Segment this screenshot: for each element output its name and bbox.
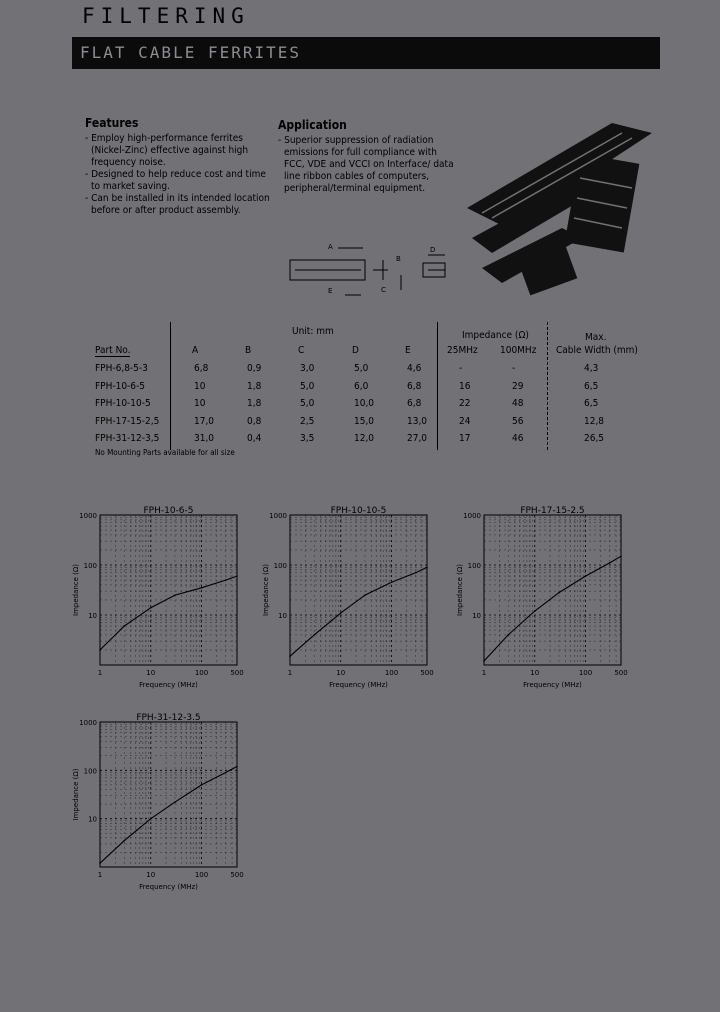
y-tick-label: 1000 [79,512,97,520]
data-point [236,575,238,577]
application-heading: Application [278,118,347,132]
plot-frame [100,722,237,867]
unit-label: Unit: mm [292,326,334,337]
y-tick-label: 1000 [269,512,287,520]
table-cell: 46 [512,433,524,444]
data-point [174,594,176,596]
y-axis-label: Impedance (Ω) [456,564,464,616]
data-point [620,555,622,557]
data-point [313,634,315,636]
y-tick-label: 100 [467,562,481,570]
chart-title: FPH-31-12-3.5 [136,713,201,723]
y-tick-label: 1000 [79,719,97,727]
x-tick-label: 500 [420,669,434,677]
table-cell: 17,0 [194,415,215,427]
table-cell: 1,8 [247,398,262,409]
table-cell: 24 [459,415,471,427]
y-tick-label: 100 [273,562,287,570]
table-cell: 6,8 [407,380,422,392]
data-point [558,592,560,594]
x-tick-label: 10 [146,669,156,677]
chart-title: FPH-10-10-5 [330,506,387,516]
data-point [609,562,611,564]
x-tick-label: 100 [384,669,399,677]
x-tick-label: 10 [336,669,346,677]
x-axis-label: Frequency (MHz) [523,681,582,689]
impedance-header: Impedance (Ω) [462,330,529,341]
data-point [236,766,238,768]
table-cell: 13,0 [407,415,428,427]
y-tick-label: 10 [278,612,287,620]
column-header: E [405,345,411,356]
column-header: D [352,345,359,356]
table-cell: 5,0 [300,398,315,409]
x-tick-label: 10 [530,669,540,677]
table-cell: 6,5 [584,398,599,409]
feature-item: - Designed to help reduce cost and time to market saving. [85,169,266,192]
section-title: FLAT CABLE FERRITES [80,43,302,62]
table-cell: 1,8 [247,380,262,392]
data-point [534,610,536,612]
data-point [225,579,227,581]
x-tick-label: 1 [97,669,103,677]
impedance-chart [70,710,257,895]
column-header: Cable Width (mm) [556,345,638,356]
impedance-chart [70,503,257,693]
x-axis-label: Frequency (MHz) [329,681,388,689]
table-note: No Mounting Parts available for all size [95,448,235,457]
table-cell: - [512,363,516,374]
x-tick-label: 500 [230,871,244,879]
data-point [340,612,342,614]
data-point [585,575,587,577]
column-header: 100MHz [500,345,537,356]
table-cell: 16 [459,380,471,392]
data-point [289,655,291,657]
table-cell: 4,6 [407,363,422,374]
x-tick-label: 100 [194,871,209,879]
table-cell: FPH-6,8-5-3 [95,363,148,374]
table-cell: 31,0 [194,433,215,444]
column-header: Part No. [95,345,131,356]
dim-label-e: E [328,287,333,295]
table-cell: 10 [194,380,206,392]
data-point [426,566,428,568]
data-point [150,818,152,820]
table-cell: 5,0 [354,363,369,374]
data-point [225,772,227,774]
max-header: Max. [585,332,607,343]
table-cell: 6,8 [194,363,209,374]
table-cell: 0,4 [247,433,262,444]
data-point [415,572,417,574]
plot-frame [484,515,621,665]
table-cell: 29 [512,380,524,392]
dim-label-b: B [396,255,401,263]
data-point [507,634,509,636]
table-cell: 10 [194,398,206,409]
data-point [123,840,125,842]
x-tick-label: 1 [97,871,103,879]
y-tick-label: 100 [83,767,97,776]
x-tick-label: 1 [481,669,487,677]
table-cell: 2,5 [300,415,315,427]
y-tick-label: 100 [83,562,97,570]
table-cell: 3,0 [300,363,315,374]
table-cell: 12,8 [584,415,605,427]
column-header: C [298,345,305,356]
table-cell: 48 [512,398,524,409]
feature-item: - Can be installed in its intended location before or after product assembly. [85,193,270,216]
table-cell: 6,0 [354,380,369,392]
table-cell: 12,0 [354,433,375,444]
column-header: B [245,345,252,356]
table-cell: FPH-17-15-2,5 [95,415,160,427]
table-cell: 10,0 [354,398,375,409]
data-point [483,660,485,662]
impedance-chart [454,503,641,693]
y-axis-label: Impedance (Ω) [262,564,270,616]
data-point [99,862,101,864]
specifications-table [0,0,720,470]
table-cell: 26,5 [584,433,605,444]
x-tick-label: 10 [146,871,156,879]
data-point [364,594,366,596]
x-tick-label: 500 [614,669,628,677]
x-tick-label: 500 [230,669,244,677]
y-tick-label: 10 [472,612,481,620]
dim-label-c: C [381,286,386,294]
table-cell: 0,8 [247,415,262,427]
data-point [391,582,393,584]
table-cell: 3,5 [300,433,315,444]
data-point [150,607,152,609]
table-cell: FPH-10-10-5 [95,398,151,409]
impedance-curve [100,576,237,650]
table-cell: - [459,363,463,374]
table-cell: 0,9 [247,363,262,374]
x-tick-label: 1 [287,669,293,677]
y-tick-label: 1000 [463,512,481,520]
table-cell: 17 [459,433,471,444]
data-point [99,649,101,651]
impedance-curve [290,567,427,656]
table-cell: 27,0 [407,433,428,444]
features-heading: Features [85,116,139,130]
column-header: A [192,345,199,356]
column-header: 25MHz [447,345,478,356]
table-cell: 5,0 [300,380,315,392]
x-tick-label: 100 [194,669,209,677]
table-cell: 6,5 [584,380,599,392]
x-axis-label: Frequency (MHz) [139,883,198,891]
dim-label-a: A [328,243,333,251]
table-cell: 56 [512,415,524,427]
x-tick-label: 100 [578,669,593,677]
chart-title: FPH-10-6-5 [143,506,194,516]
y-tick-label: 10 [88,815,97,824]
plot-frame [100,515,237,665]
y-tick-label: 10 [88,612,97,620]
feature-item: - Employ high-performance ferrites (Nickel-Zinc) effective against high frequency noise. [85,133,249,168]
application-item: - Superior suppression of radiation emissions for full compliance with FCC, VDE and VCCI on Interface/ data line ribbon cables of computers, peripheral/terminal equipment. [278,135,454,194]
data-point [201,587,203,589]
table-cell: FPH-10-6-5 [95,380,145,392]
data-point [174,801,176,803]
y-axis-label: Impedance (Ω) [72,564,80,616]
data-point [201,784,203,786]
impedance-curve [484,556,621,661]
y-axis-label: Impedance (Ω) [72,768,80,821]
table-cell: 6,8 [407,398,422,409]
table-cell: FPH-31-12-3,5 [95,433,160,444]
table-cell: 15,0 [354,415,375,427]
impedance-chart [260,503,447,693]
category-title: FILTERING [82,4,250,28]
chart-title: FPH-17-15-2.5 [520,506,585,516]
table-cell: 4,3 [584,363,599,374]
data-point [123,625,125,627]
x-axis-label: Frequency (MHz) [139,681,198,689]
plot-frame [290,515,427,665]
table-cell: 22 [459,398,471,409]
dim-label-d: D [430,246,436,254]
